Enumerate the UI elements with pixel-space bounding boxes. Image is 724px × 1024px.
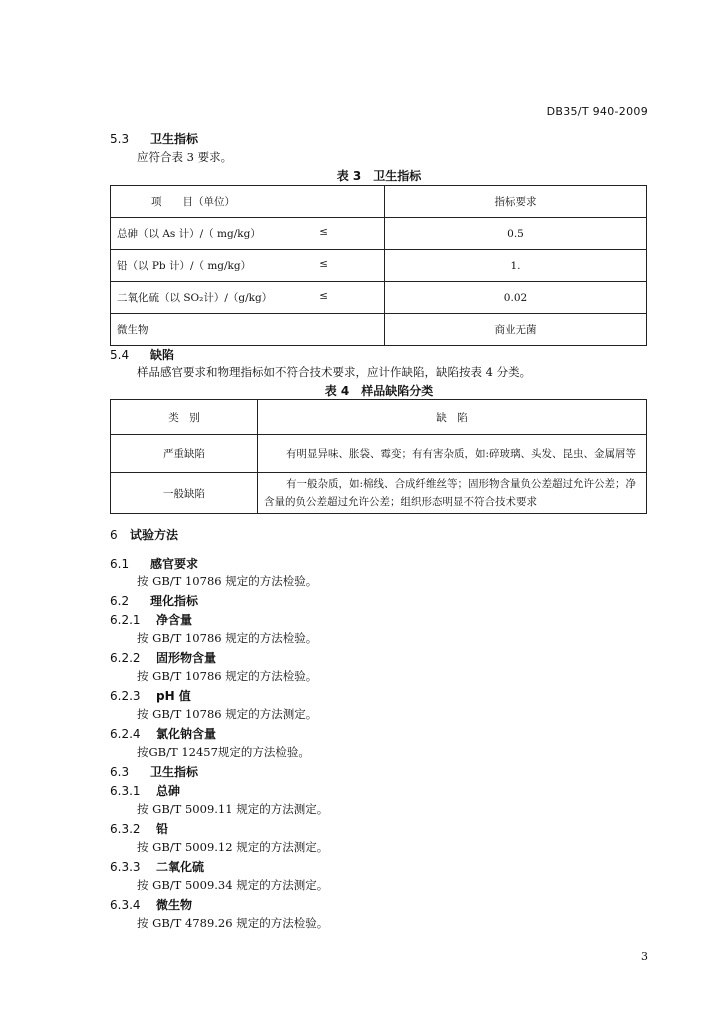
- heading-title: 卫生指标: [150, 765, 199, 779]
- paragraph-6-3-2: 按 GB/T 5009.12 规定的方法测定。: [137, 840, 329, 854]
- heading-6-2: [110, 592, 198, 609]
- paragraph-6-2-3: 按 GB/T 10786 规定的方法测定。: [137, 707, 318, 721]
- table4-header-cat: 类 别: [111, 400, 258, 435]
- table4-caption: 表 4 样品缺陷分类: [324, 384, 434, 398]
- heading-number: 6.2.3: [110, 689, 141, 703]
- table3-header-row: [111, 186, 647, 218]
- paragraph-6-1: 按 GB/T 10786 规定的方法检验。: [137, 574, 318, 588]
- table3-cell-value: 0.02: [385, 282, 647, 314]
- heading-number: 6.3.1: [110, 784, 141, 798]
- heading-6-2-3: [110, 687, 191, 704]
- heading-number: 6.3.4: [110, 898, 141, 912]
- table3-caption: 表 3 卫生指标: [336, 169, 422, 183]
- table3-cell-value: 1.: [385, 250, 647, 282]
- heading-title: 感官要求: [150, 557, 199, 571]
- table-row: [111, 473, 647, 514]
- heading-title: 缺陷: [150, 348, 175, 362]
- heading-number: 6.3.2: [110, 822, 141, 836]
- heading-number: 6.3.3: [110, 860, 141, 874]
- item-text: 铅（以 Pb 计）/（ mg/kg）: [117, 260, 252, 272]
- table-row: [111, 282, 647, 314]
- table3-cell-item: [111, 218, 385, 250]
- heading-6-3-1: [110, 782, 180, 799]
- table-row: [111, 218, 647, 250]
- table3-cell-item: 微生物: [111, 314, 385, 346]
- table4-cell-cat: 一般缺陷: [111, 473, 258, 514]
- heading-title: 总砷: [156, 784, 181, 798]
- table4: [110, 399, 647, 514]
- heading-title: pH 值: [156, 689, 191, 703]
- paragraph-6-2-2: 按 GB/T 10786 规定的方法检验。: [137, 669, 318, 683]
- table3-header-item: 项 目（单位）: [111, 186, 385, 218]
- leq-symbol: ≤: [319, 258, 328, 270]
- heading-title: 固形物含量: [156, 651, 217, 665]
- heading-6-3-3: [110, 858, 204, 875]
- paragraph-6-2-4: 按GB/T 12457规定的方法检验。: [137, 745, 310, 759]
- document-id: DB35/T 940-2009: [546, 105, 648, 118]
- heading-5-4: [110, 346, 174, 363]
- table3-cell-item: [111, 250, 385, 282]
- item-text: 二氧化硫（以 SO₂计）/（g/kg）: [117, 292, 273, 304]
- paragraph-6-3-3: 按 GB/T 5009.34 规定的方法测定。: [137, 878, 329, 892]
- heading-title: 试验方法: [130, 528, 179, 542]
- table3-cell-value: 商业无菌: [385, 314, 647, 346]
- heading-number: 6.1: [110, 557, 130, 571]
- leq-symbol: ≤: [319, 290, 328, 302]
- heading-number: 6.3: [110, 765, 130, 779]
- heading-6-2-1: [110, 611, 192, 628]
- paragraph-6-2-1: 按 GB/T 10786 规定的方法检验。: [137, 631, 318, 645]
- table-row: [111, 314, 647, 346]
- heading-6-1: [110, 555, 198, 572]
- heading-6-2-4: [110, 725, 216, 742]
- paragraph-5-4: 样品感官要求和物理指标如不符合技术要求，应计作缺陷，缺陷按表 4 分类。: [137, 365, 532, 379]
- heading-number: 6.2.4: [110, 727, 141, 741]
- table4-cell-desc: [258, 473, 647, 514]
- paragraph-6-3-4: 按 GB/T 4789.26 规定的方法检验。: [137, 916, 329, 930]
- heading-title: 氯化钠含量: [156, 727, 217, 741]
- heading-title: 净含量: [156, 613, 193, 627]
- defect-text: 有明显异味、胀袋、霉变；有有害杂质，如:碎玻璃、头发、昆虫、金属屑等: [286, 447, 637, 460]
- heading-number: 5.4: [110, 348, 130, 362]
- table4-cell-cat: 严重缺陷: [111, 435, 258, 473]
- heading-6: [110, 526, 178, 543]
- table3-cell-value: 0.5: [385, 218, 647, 250]
- table4-header-row: [111, 400, 647, 435]
- table3: [110, 185, 647, 346]
- heading-title: 二氧化硫: [156, 860, 205, 874]
- heading-6-2-2: [110, 649, 216, 666]
- heading-6-3-2: [110, 820, 168, 837]
- table3-cell-item: [111, 282, 385, 314]
- table4-header-defect: 缺 陷: [258, 400, 647, 435]
- heading-5-3: [110, 130, 198, 147]
- table-row: [111, 250, 647, 282]
- heading-title: 铅: [156, 822, 169, 836]
- heading-number: 5.3: [110, 132, 130, 146]
- table-row: [111, 435, 647, 473]
- item-text: 总砷（以 As 计）/（ mg/kg）: [117, 228, 261, 240]
- page-number: 3: [641, 950, 648, 963]
- heading-6-3: [110, 763, 198, 780]
- defect-text: 有一般杂质，如:棉线、合成纤维丝等；固形物含量负公差超过允许公差；净含量的负公差超过允许公差；组织形态明显不符合技术要求: [264, 478, 637, 508]
- heading-title: 卫生指标: [150, 132, 199, 146]
- heading-number: 6: [110, 528, 118, 542]
- table3-header-req: 指标要求: [385, 186, 647, 218]
- heading-number: 6.2.1: [110, 613, 141, 627]
- paragraph-5-3: 应符合表 3 要求。: [137, 150, 233, 164]
- paragraph-6-3-1: 按 GB/T 5009.11 规定的方法测定。: [137, 802, 329, 816]
- leq-symbol: ≤: [319, 226, 328, 238]
- heading-6-3-4: [110, 896, 192, 913]
- table4-cell-desc: [258, 435, 647, 473]
- heading-number: 6.2: [110, 594, 130, 608]
- heading-title: 微生物: [156, 898, 193, 912]
- heading-title: 理化指标: [150, 594, 199, 608]
- heading-number: 6.2.2: [110, 651, 141, 665]
